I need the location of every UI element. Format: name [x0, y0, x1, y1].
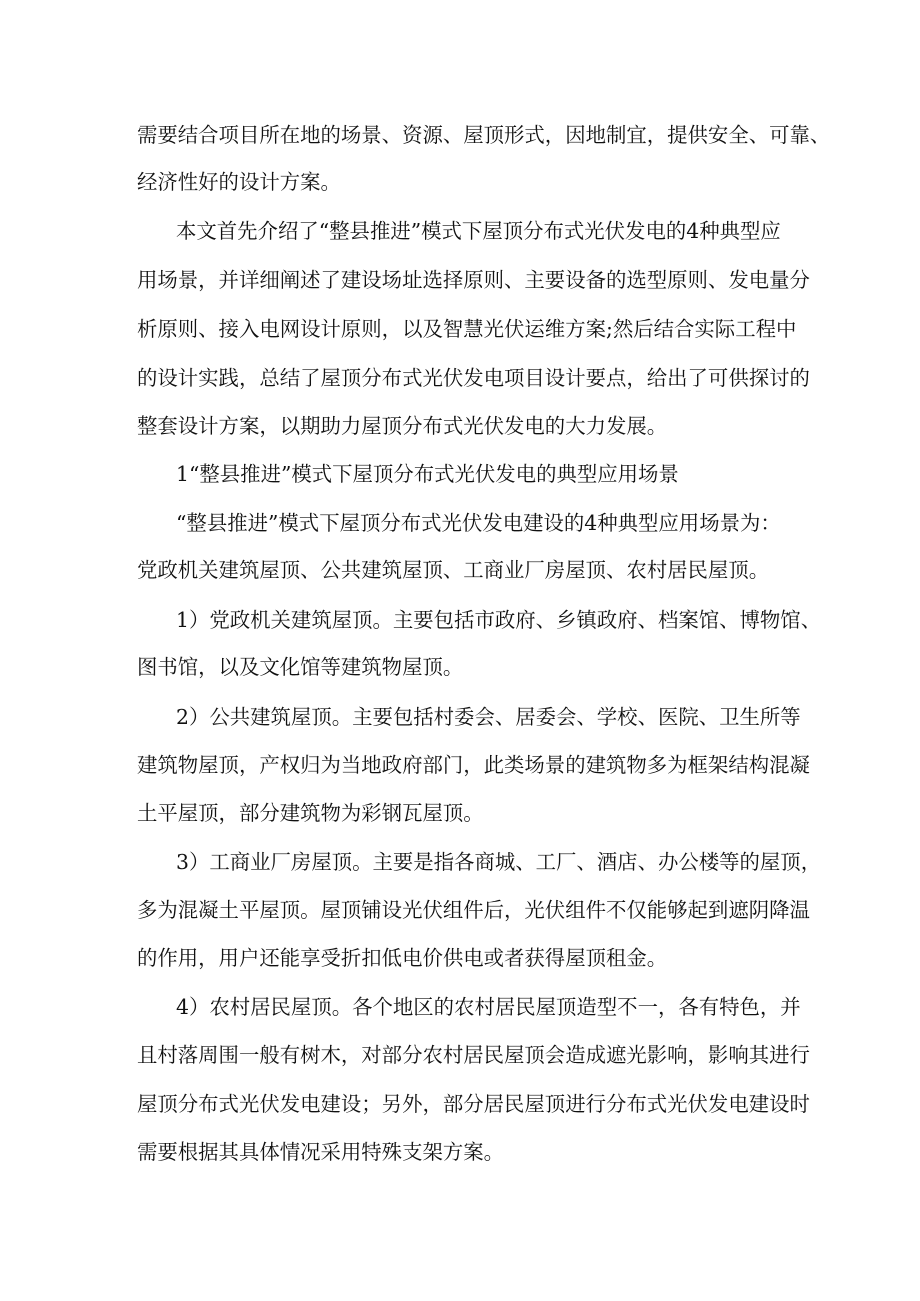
text-line: 屋顶分布式光伏发电建设；另外，部分居民屋顶进行分布式光伏发电建设时: [137, 1092, 810, 1116]
text-line: 3）工商业厂房屋顶。主要是指各商城、工厂、酒店、办公楼等的屋顶，: [176, 850, 822, 874]
text-line: 经济性好的设计方案。: [137, 170, 341, 194]
section-heading: 1“整县推进”模式下屋顶分布式光伏发电的典型应用场景: [176, 462, 679, 486]
text-line: 1）党政机关建筑屋顶。主要包括市政府、乡镇政府、档案馆、博物馆、: [176, 608, 822, 632]
text-line: 多为混凝土平屋顶。屋顶铺设光伏组件后，光伏组件不仅能够起到遮阴降温: [137, 898, 810, 922]
text-line: 需要根据其具体情况采用特殊支架方案。: [137, 1140, 505, 1164]
text-line: 析原则、接入电网设计原则，以及智慧光伏运维方案;然后结合实际工程中: [137, 317, 797, 341]
text-line: 用场景，并详细阐述了建设场址选择原则、主要设备的选型原则、发电量分: [137, 268, 810, 292]
text-line: 4）农村居民屋顶。各个地区的农村居民屋顶造型不一，各有特色，并: [176, 995, 801, 1019]
text-line: 整套设计方案，以期助力屋顶分布式光伏发电的大力发展。: [137, 414, 668, 438]
text-line: 土平屋顶，部分建筑物为彩钢瓦屋顶。: [137, 801, 484, 825]
text-line: 2）公共建筑屋顶。主要包括村委会、居委会、学校、医院、卫生所等: [176, 705, 801, 729]
text-line: 的设计实践，总结了屋顶分布式光伏发电项目设计要点，给出了可供探讨的: [137, 366, 810, 390]
text-line: 本文首先介绍了“整县推进”模式下屋顶分布式光伏发电的4种典型应: [176, 219, 781, 243]
text-line: “整县推进”模式下屋顶分布式光伏发电建设的4种典型应用场景为：: [176, 511, 781, 535]
text-line: 需要结合项目所在地的场景、资源、屋顶形式，因地制宜，提供安全、可靠、: [137, 123, 831, 147]
text-line: 且村落周围一般有树木，对部分农村居民屋顶会造成遮光影响，影响其进行: [137, 1043, 810, 1067]
text-line: 建筑物屋顶，产权归为当地政府部门，此类场景的建筑物多为框架结构混凝: [137, 753, 810, 777]
text-line: 党政机关建筑屋顶、公共建筑屋顶、工商业厂房屋顶、农村居民屋顶。: [137, 558, 770, 582]
text-line: 的作用，用户还能享受折扣低电价供电或者获得屋顶租金。: [137, 946, 668, 970]
text-line: 图书馆，以及文化馆等建筑物屋顶。: [137, 655, 464, 679]
